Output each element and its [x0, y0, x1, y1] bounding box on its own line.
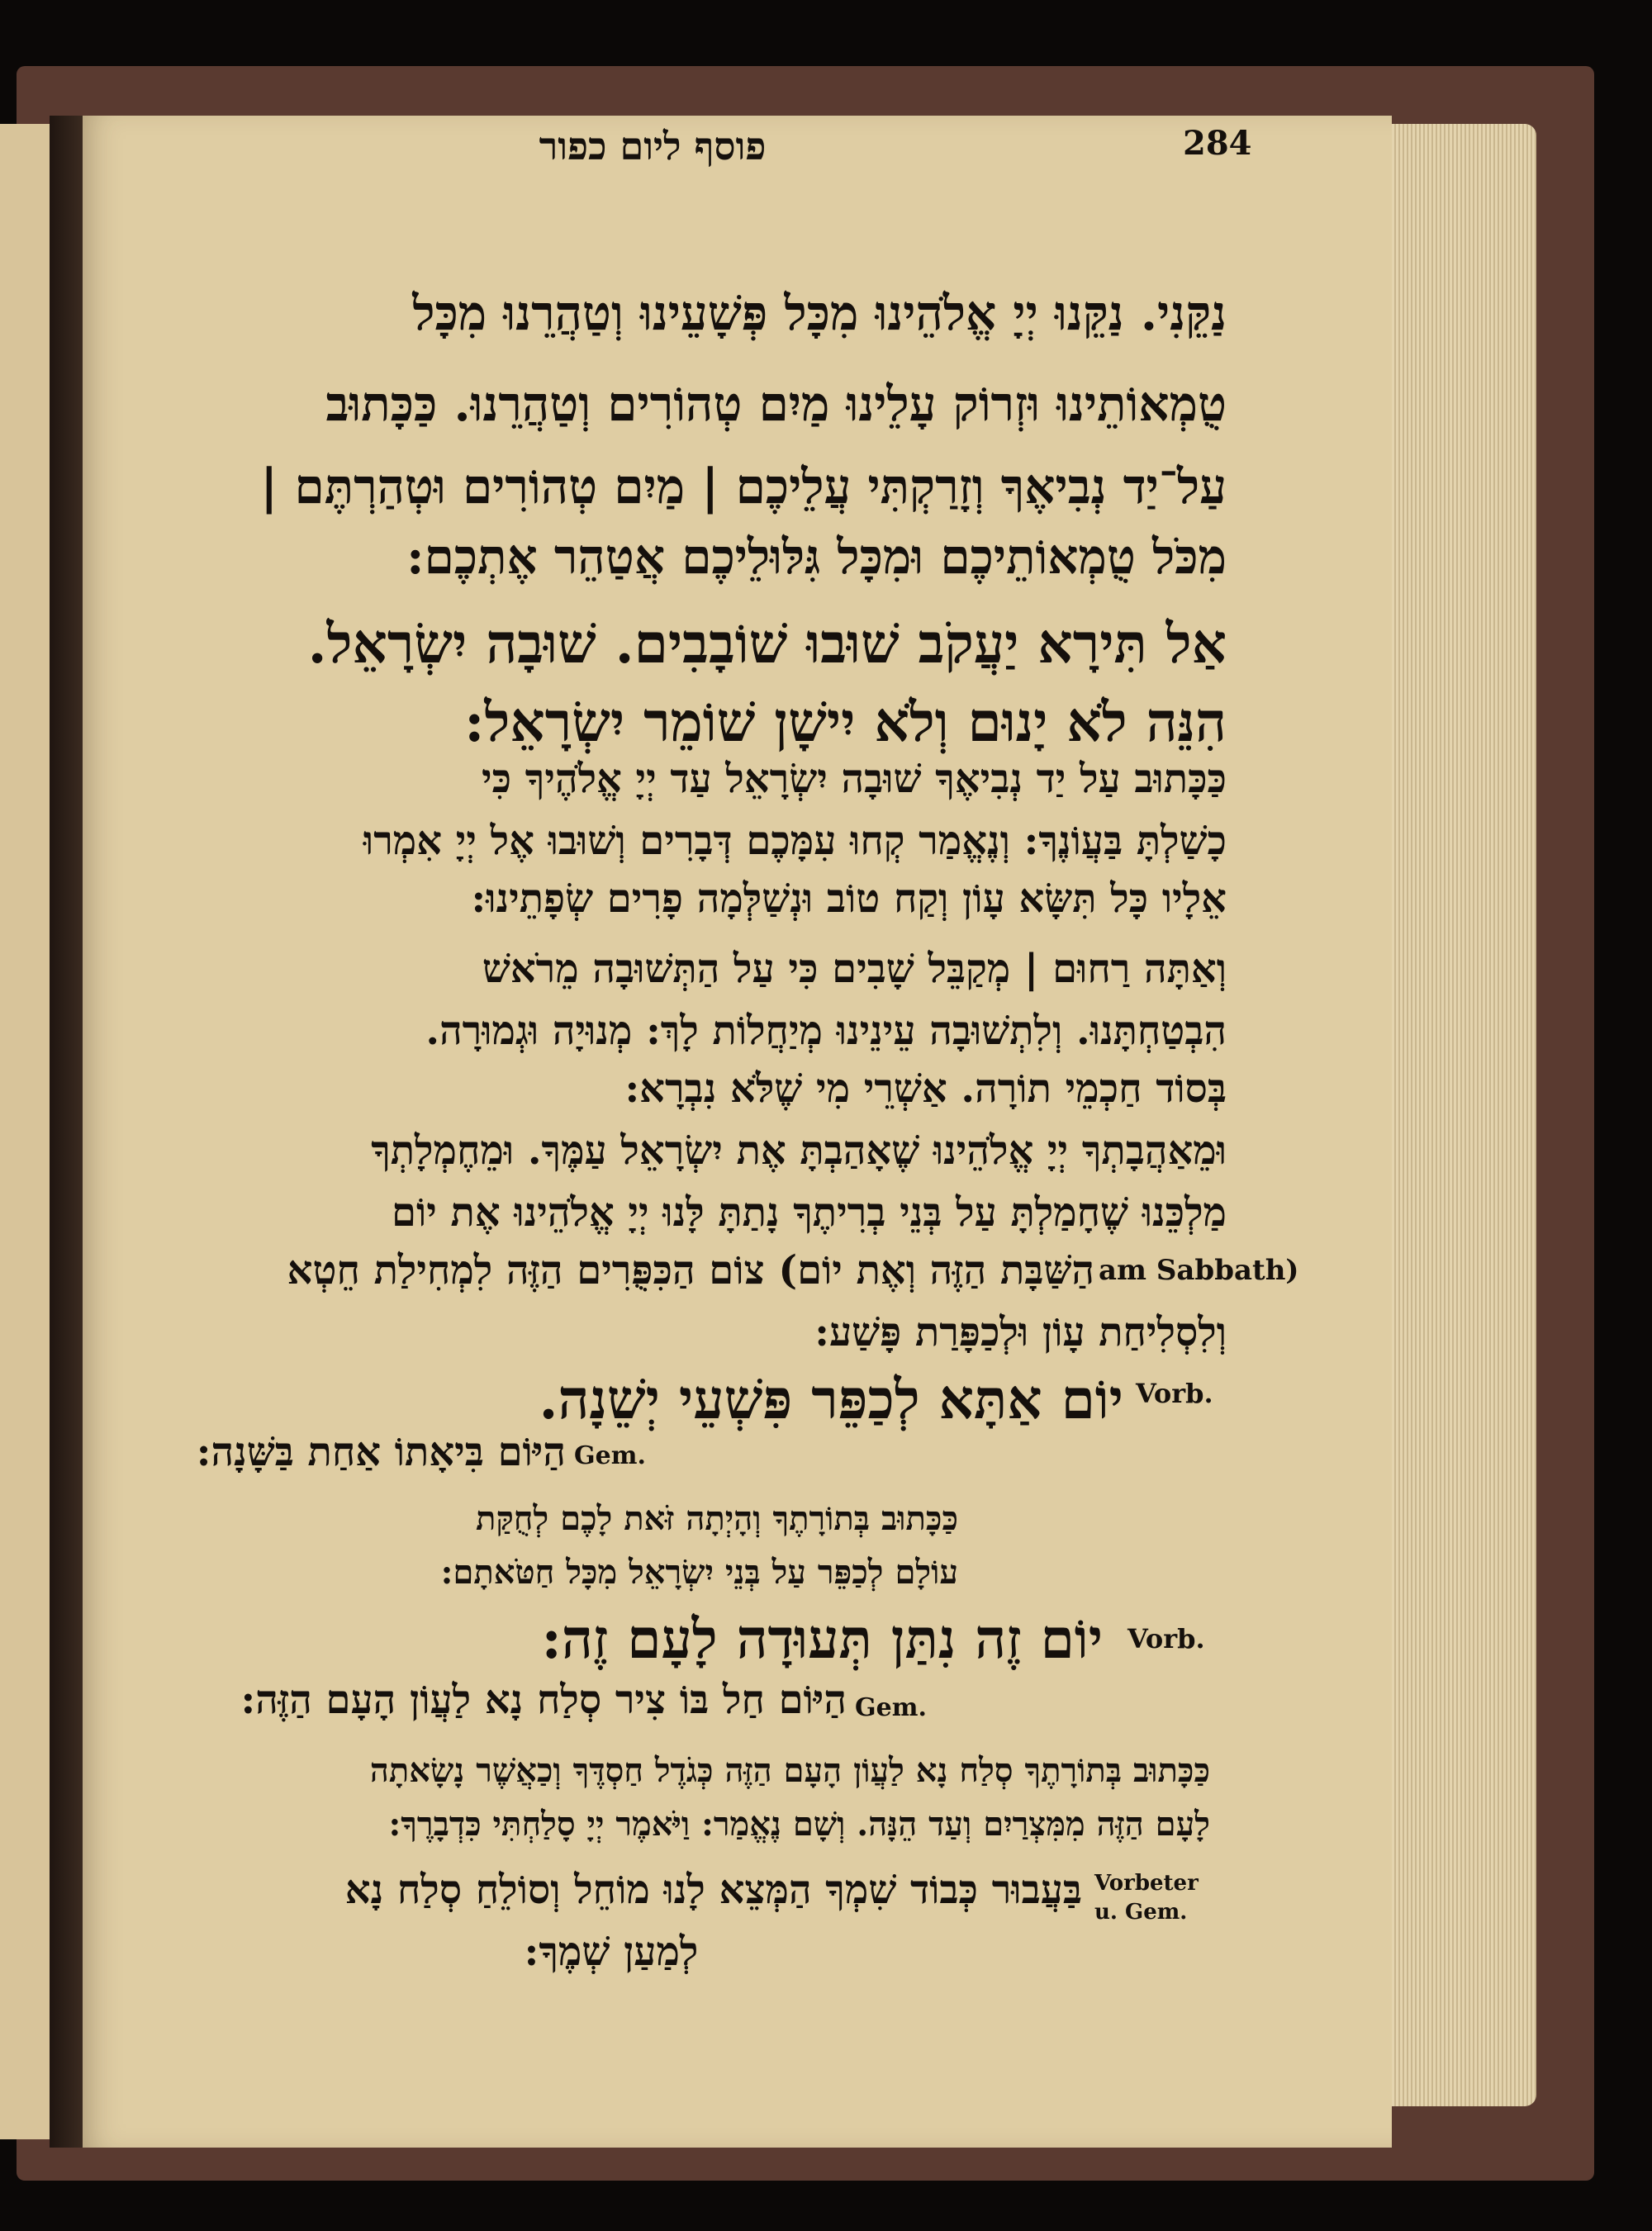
text-line: כַּכָּתוּב עַל יַד נְבִיאֶךָ שׁוּבָה יִשְׂרָאֵל עַד יְיָ אֱלֹהֶיךָ כִּי	[482, 756, 1227, 802]
text-line: מִכֹּל טֻמְאוֹתֵיכֶם וּמִכָּל גִּלּוּלֵיכֶם אֲטַהֵר אֶתְכֶם:	[406, 529, 1227, 585]
text-line: יוֹם אַתָּא לְכַפֵּר פִּשְׁעֵי יְשֵׁנָה.	[539, 1367, 1123, 1431]
text-line: לָעָם הַזֶּה מִמִּצְרַיִם וְעַד הֵנָּה. וְשָׁם נֶאֱמַר: וַיֹּאמֶר יְיָ סָלַחְתִּי כִּדְבָרֶךָ:	[388, 1805, 1210, 1844]
text-line: יוֹם זֶה נִתַּן תְּעוּדָה לָעָם זֶה:	[541, 1607, 1103, 1671]
text-line: הִנֵּה לֹא יָנוּם וְלֹא יִישָׁן שׁוֹמֵר יִשְׂרָאֵל:	[464, 690, 1227, 754]
text-line: בַּעֲבוּר כְּבוֹד שִׁמְךָ הַמְּצֵא לָנוּ מוֹחֵל וְסוֹלֵחַ סְלַח נָא	[344, 1867, 1082, 1913]
text-line: עוֹלָם לְכַפֵּר עַל בְּנֵי יִשְׂרָאֵל מִכָּל חַטֹּאתָם:	[440, 1553, 958, 1592]
text-line: כַּכָּתוּב בְּתוֹרָתֶךָ וְהָיְתָה זֹּאת לָכֶם לְחֻקַּת	[475, 1499, 958, 1538]
spine-shadow	[50, 116, 83, 2148]
margin-note-u-gem: u. Gem.	[1094, 1900, 1188, 1925]
margin-note-vorb: Vorb.	[1136, 1378, 1213, 1409]
text-line: נַקֵּנִי. נַקֵּנוּ יְיָ אֱלֹהֵינוּ מִכָּל פְּשָׁעֵינוּ וְטַהֲרֵנוּ מִכָּל	[412, 285, 1227, 341]
text-line: וְלִסְלִיחַת עָוֹן וּלְכַפָּרַת פָּשַׁע:	[814, 1309, 1227, 1355]
margin-note-sabbath: am Sabbath)	[1099, 1254, 1299, 1287]
margin-note-vorb-2: Vorb.	[1127, 1623, 1205, 1654]
text-line: הַשַּׁבָּת הַזֶּה וְאֶת יוֹם) צוֹם הַכִּפֻּרִים הַזֶּה לִמְחִילַת חֵטְא	[287, 1247, 1094, 1294]
text-line: וּמֵאַהֲבָתְךָ יְיָ אֱלֹהֵינוּ שֶׁאָהַבְתָּ אֶת יִשְׂרָאֵל עַמֶּךָ. וּמֵחֶמְלָתְךָ	[371, 1127, 1227, 1174]
text-line: אַל תִּירָא יַעֲקֹב שׁוּבוּ שׁוֹבָבִים. שׁוּבָה יִשְׂרָאֵל.	[307, 611, 1227, 676]
text-line: מַלְכֵּנוּ שֶׁחָמַלְתָּ עַל בְּנֵי בְרִיתֶךָ נָתַתָּ לָּנוּ יְיָ אֱלֹהֵינוּ אֶת יוֹם	[392, 1189, 1227, 1236]
margin-note-gem: Gem.	[574, 1441, 646, 1470]
text-line: הַיּוֹם בִּיאָתוֹ אַחַת בַּשָּׁנָה:	[196, 1429, 566, 1475]
text-line: וְאַתָּה רַחוּם | מְקַבֵּל שָׁבִים כִּי עַל הַתְּשׁוּבָה מֵרֹאשׁ	[482, 946, 1227, 992]
text-line: כָשַׁלְתָּ בַּעֲוֹנֶךָ: וְנֶאֱמַר קְחוּ עִמָּכֶם דְּבָרִים וְשׁוּבוּ אֶל יְיָ אִמְרוּ	[363, 818, 1227, 864]
text-line: לְמַעַן שְׁמֶךָ:	[524, 1929, 699, 1975]
text-line: טֻמְאוֹתֵינוּ וּזְרוֹק עָלֵינוּ מַיִם טְהוֹרִים וְטַהֲרֵנוּ. כַּכָּתוּב	[325, 376, 1227, 432]
text-line: הַיּוֹם חַל בּוֹ צִיר סְלַח נָא לַעֲוֹן הָעָם הַזֶּה:	[240, 1677, 847, 1723]
margin-note-gem-2: Gem.	[855, 1693, 927, 1722]
text-line: עַל־יַד נְבִיאֶךָ וְזָרַקְתִּי עֲלֵיכֶם | מַיִם טְהוֹרִים וּטְהַרְתֶּם |	[260, 458, 1227, 515]
text-line: הִבְטַחְתָּנוּ. וְלִתְשׁוּבָה עֵינֵינוּ מְיַחֲלוֹת לָךְ: מְנוּיָה וּגְמוּרָה.	[425, 1008, 1227, 1054]
text-line: כַּכָּתוּב בְּתוֹרָתֶךָ סְלַח נָא לַעֲוֹן הָעָם הַזֶּה כְּגֹדֶל חַסְדֶּךָ וְכַאֲשֶׁר נָשָׂאתָה	[369, 1751, 1210, 1790]
text-line: בְּסוֹד חַכְמֵי תוֹרָה. אַשְׁרֵי מִי שֶׁלֹּא נִבְרָא:	[624, 1066, 1227, 1112]
page-header-title: פוסף ליום כפור	[539, 124, 767, 169]
page-number: 284	[1183, 124, 1252, 163]
text-line: אֵלָיו כָּל תִּשָּׂא עָוֹן וְקַח טוֹב וּנְשַׁלְּמָה פָרִים שְׂפָתֵינוּ:	[471, 876, 1227, 922]
margin-note-vorbeter: Vorbeter	[1094, 1871, 1199, 1896]
